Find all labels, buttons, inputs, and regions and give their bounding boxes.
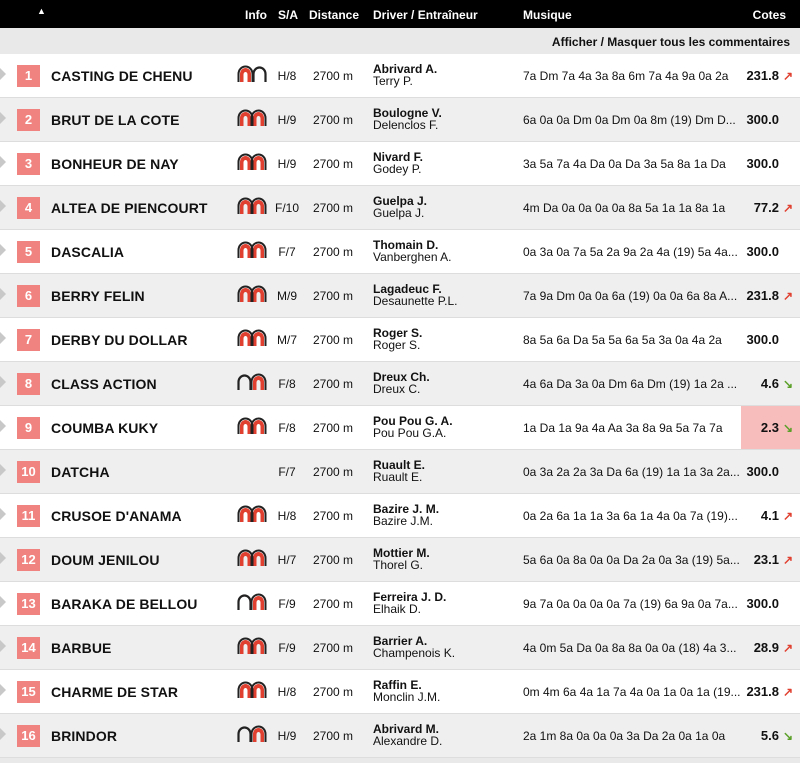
horseshoe-icon: [237, 329, 267, 349]
trainer-name[interactable]: Desaunette P.L.: [373, 294, 458, 308]
driver-name[interactable]: Lagadeuc F.: [373, 282, 442, 296]
horseshoe-icon: [237, 549, 267, 569]
runner-number: 12: [17, 549, 40, 571]
distance: 2700 m: [313, 509, 354, 523]
musique: 4m Da 0a 0a 0a 0a 8a 5a 1a 1a 8a 1a: [523, 201, 726, 215]
runner-row[interactable]: [0, 186, 800, 230]
driver-name[interactable]: Guelpa J.: [373, 194, 428, 208]
odds-value: 28.9: [753, 640, 779, 655]
horse-name[interactable]: BONHEUR DE NAY: [51, 156, 179, 172]
musique: 8a 5a 6a Da 5a 5a 6a 5a 3a 0a 4a 2a: [523, 333, 722, 347]
runner-row[interactable]: [0, 538, 800, 582]
driver-name[interactable]: Roger S.: [373, 326, 423, 340]
runner-row[interactable]: [0, 230, 800, 274]
trend-down-icon: ↘: [782, 729, 793, 743]
sex-age: F/9: [278, 641, 296, 655]
musique: 4a 0m 5a Da 0a 8a 8a 0a 0a (18) 4a 3...: [523, 641, 737, 655]
horse-name[interactable]: CLASS ACTION: [51, 376, 157, 392]
trainer-name[interactable]: Guelpa J.: [373, 206, 425, 220]
musique: 7a 9a Dm 0a 0a 6a (19) 0a 0a 6a 8a A...: [523, 289, 738, 303]
horseshoe-icon: [237, 725, 267, 745]
sex-age: M/9: [276, 289, 297, 303]
runner-row[interactable]: [0, 670, 800, 714]
odds-value: 300.0: [746, 596, 779, 611]
runner-row[interactable]: [0, 450, 800, 494]
odds-cell: [741, 626, 800, 669]
sex-age: H/8: [277, 69, 297, 83]
sex-age: H/9: [277, 157, 297, 171]
runner-row[interactable]: [0, 626, 800, 670]
distance: 2700 m: [313, 289, 354, 303]
distance: 2700 m: [313, 157, 354, 171]
expand-arrow-icon[interactable]: [0, 200, 6, 212]
header-cotes[interactable]: Cotes: [752, 8, 786, 22]
odds-value: 300.0: [746, 112, 779, 127]
musique: 4a 6a Da 3a 0a Dm 6a Dm (19) 1a 2a ...: [523, 377, 738, 391]
runner-number: 5: [17, 241, 40, 263]
odds-value: 231.8: [746, 288, 779, 303]
musique: 1a Da 1a 9a 4a Aa 3a 8a 9a 5a 7a 7a: [523, 421, 723, 435]
distance: 2700 m: [313, 69, 354, 83]
expand-arrow-icon[interactable]: [0, 464, 6, 476]
horse-name[interactable]: CRUSOE D'ANAMA: [51, 508, 182, 524]
trend-down-icon: ↘: [782, 377, 793, 391]
horse-name[interactable]: DERBY DU DOLLAR: [51, 332, 188, 348]
musique: 5a 6a 0a 8a 0a 0a Da 2a 0a 3a (19) 5a...: [523, 553, 740, 567]
runner-row[interactable]: [0, 362, 800, 406]
musique: 7a Dm 7a 4a 3a 8a 6m 7a 4a 9a 0a 2a: [523, 69, 729, 83]
odds-value: 4.6: [760, 376, 779, 391]
runner-number: 16: [17, 725, 40, 747]
horseshoe-icon: [237, 373, 267, 393]
runner-row[interactable]: [0, 582, 800, 626]
horse-name[interactable]: CHARME DE STAR: [51, 684, 179, 700]
trainer-name[interactable]: Alexandre D.: [373, 734, 443, 748]
odds-cell: [741, 494, 800, 537]
trainer-name[interactable]: Champenois K.: [373, 646, 456, 660]
distance: 2700 m: [313, 421, 354, 435]
expand-arrow-icon[interactable]: [0, 552, 6, 564]
musique: 0a 2a 6a 1a 1a 3a 6a 1a 4a 0a 7a (19)...: [523, 509, 738, 523]
odds-value: 2.3: [760, 420, 779, 435]
distance: 2700 m: [313, 597, 354, 611]
odds-value: 23.1: [753, 552, 779, 567]
horseshoe-icon: [237, 681, 267, 701]
driver-name[interactable]: Thomain D.: [373, 238, 439, 252]
musique: 2a 1m 8a 0a 0a 0a 3a Da 2a 0a 1a 0a: [523, 729, 726, 743]
runner-row[interactable]: [0, 318, 800, 362]
runner-number: 6: [17, 285, 40, 307]
trend-up-icon: ↗: [782, 641, 793, 655]
driver-name[interactable]: Boulogne V.: [373, 106, 442, 120]
runner-row[interactable]: [0, 98, 800, 142]
driver-name[interactable]: Ruault E.: [373, 458, 426, 472]
odds-cell: [741, 450, 800, 493]
horseshoe-icon: [237, 197, 267, 217]
runner-number: 7: [17, 329, 40, 351]
driver-name[interactable]: Dreux Ch.: [373, 370, 430, 384]
odds-value: 4.1: [760, 508, 779, 523]
sex-age: H/9: [277, 729, 297, 743]
musique: 0m 4m 6a 4a 1a 7a 4a 0a 1a 0a 1a (19...: [523, 685, 741, 699]
trend-up-icon: ↗: [782, 201, 793, 215]
runner-number: 13: [17, 593, 40, 615]
runner-row[interactable]: [0, 54, 800, 98]
expand-arrow-icon[interactable]: [0, 112, 6, 124]
musique: 3a 5a 7a 4a Da 0a Da 3a 5a 8a 1a Da: [523, 157, 726, 171]
trainer-name[interactable]: Godey P.: [373, 162, 422, 176]
odds-cell: [741, 186, 800, 229]
runner-number: 10: [17, 461, 40, 483]
expand-arrow-icon[interactable]: [0, 244, 6, 256]
sex-age: H/8: [277, 685, 297, 699]
driver-name[interactable]: Ferreira J. D.: [373, 590, 447, 604]
runner-number: 14: [17, 637, 40, 659]
odds-cell: [741, 318, 800, 361]
header-distance[interactable]: Distance: [309, 8, 360, 22]
expand-arrow-icon[interactable]: [0, 640, 6, 652]
musique: 0a 3a 2a 2a 3a Da 6a (19) 1a 1a 3a 2a...: [523, 465, 740, 479]
horse-name[interactable]: BERRY FELIN: [51, 288, 145, 304]
distance: 2700 m: [313, 641, 354, 655]
runner-number: 15: [17, 681, 40, 703]
horse-name[interactable]: DOUM JENILOU: [51, 552, 160, 568]
trainer-name[interactable]: Bazire J.M.: [373, 514, 434, 528]
odds-value: 300.0: [746, 244, 779, 259]
runner-row[interactable]: [0, 494, 800, 538]
horse-name[interactable]: BRUT DE LA COTE: [51, 112, 180, 128]
horse-name[interactable]: DATCHA: [51, 464, 110, 480]
trend-up-icon: ↗: [782, 509, 793, 523]
trend-up-icon: ↗: [782, 685, 793, 699]
runner-row[interactable]: [0, 274, 800, 318]
sex-age: F/7: [278, 245, 296, 259]
header-driver[interactable]: Driver / Entraîneur: [373, 8, 478, 22]
trainer-name[interactable]: Roger S.: [373, 338, 421, 352]
expand-arrow-icon[interactable]: [0, 288, 6, 300]
musique: 9a 7a 0a 0a 0a 0a 7a (19) 6a 9a 0a 7a...: [523, 597, 738, 611]
expand-arrow-icon[interactable]: [0, 728, 6, 740]
toggle-comments-link[interactable]: Afficher / Masquer tous les commentaires: [551, 35, 790, 49]
driver-name[interactable]: Nivard F.: [373, 150, 424, 164]
expand-arrow-icon[interactable]: [0, 684, 6, 696]
trend-up-icon: ↗: [782, 553, 793, 567]
runner-number: 1: [17, 65, 40, 87]
horse-name[interactable]: COUMBA KUKY: [51, 420, 159, 436]
odds-cell: [741, 582, 800, 625]
odds-value: 300.0: [746, 464, 779, 479]
odds-cell: [741, 670, 800, 713]
runner-number: 3: [17, 153, 40, 175]
runner-number: 2: [17, 109, 40, 131]
trainer-name[interactable]: Delenclos F.: [373, 118, 439, 132]
horse-name[interactable]: BRINDOR: [51, 728, 118, 744]
runner-number: 8: [17, 373, 40, 395]
trainer-name[interactable]: Terry P.: [373, 74, 413, 88]
runner-row[interactable]: [0, 714, 800, 758]
runners-list: [0, 54, 800, 758]
horseshoe-icon: [237, 505, 267, 525]
expand-arrow-icon[interactable]: [0, 376, 6, 388]
header-musique[interactable]: Musique: [523, 8, 572, 22]
driver-name[interactable]: Mottier M.: [373, 546, 430, 560]
runner-number: 4: [17, 197, 40, 219]
trainer-name[interactable]: Thorel G.: [373, 558, 424, 572]
runner-number: 11: [17, 505, 40, 527]
horseshoe-icon: [237, 417, 267, 437]
driver-name[interactable]: Raffin E.: [373, 678, 422, 692]
sex-age: H/8: [277, 509, 297, 523]
distance: 2700 m: [313, 729, 354, 743]
driver-name[interactable]: Bazire J. M.: [373, 502, 440, 516]
runner-number: 9: [17, 417, 40, 439]
odds-cell: [741, 406, 800, 449]
expand-arrow-icon[interactable]: [0, 332, 6, 344]
horse-name[interactable]: BARAKA DE BELLOU: [51, 596, 198, 612]
trainer-name[interactable]: Dreux C.: [373, 382, 421, 396]
sex-age: M/7: [276, 333, 297, 347]
odds-cell: [741, 230, 800, 273]
expand-arrow-icon[interactable]: [0, 156, 6, 168]
odds-cell: [741, 538, 800, 581]
runner-row[interactable]: [0, 406, 800, 450]
driver-name[interactable]: Pou Pou G. A.: [373, 414, 453, 428]
horse-name[interactable]: ALTEA DE PIENCOURT: [51, 200, 208, 216]
odds-cell: [741, 54, 800, 97]
distance: 2700 m: [313, 377, 354, 391]
odds-value: 231.8: [746, 68, 779, 83]
odds-cell: [741, 98, 800, 141]
expand-arrow-icon[interactable]: [0, 596, 6, 608]
horseshoe-icon: [237, 637, 267, 657]
distance: 2700 m: [313, 465, 354, 479]
odds-value: 231.8: [746, 684, 779, 699]
odds-cell: [741, 274, 800, 317]
odds-value: 300.0: [746, 332, 779, 347]
odds-cell: [741, 142, 800, 185]
trend-up-icon: ↗: [782, 69, 793, 83]
horseshoe-icon: [237, 65, 267, 85]
expand-arrow-icon[interactable]: [0, 68, 6, 80]
trend-up-icon: ↗: [782, 289, 793, 303]
comments-toggle-bar: [0, 28, 800, 54]
horse-name[interactable]: CASTING DE CHENU: [51, 68, 193, 84]
distance: 2700 m: [313, 685, 354, 699]
horseshoe-icon: [237, 593, 267, 613]
driver-name[interactable]: Barrier A.: [373, 634, 428, 648]
horseshoe-icon: [237, 153, 267, 173]
sex-age: F/7: [278, 465, 296, 479]
sex-age: F/8: [278, 421, 296, 435]
sex-age: H/9: [277, 113, 297, 127]
header-sa[interactable]: S/A: [278, 8, 299, 22]
table-header: [0, 0, 800, 28]
distance: 2700 m: [313, 113, 354, 127]
odds-value: 5.6: [760, 728, 779, 743]
trainer-name[interactable]: Pou Pou G.A.: [373, 426, 447, 440]
expand-arrow-icon[interactable]: [0, 420, 6, 432]
trainer-name[interactable]: Vanberghen A.: [373, 250, 452, 264]
horse-name[interactable]: DASCALIA: [51, 244, 125, 260]
distance: 2700 m: [313, 245, 354, 259]
musique: 6a 0a 0a Dm 0a Dm 0a 8m (19) Dm D...: [523, 113, 736, 127]
horseshoe-icon: [237, 109, 267, 129]
odds-cell: [741, 362, 800, 405]
horseshoe-icon: [237, 285, 267, 305]
trend-down-icon: ↘: [782, 421, 793, 435]
trainer-name[interactable]: Monclin J.M.: [373, 690, 441, 704]
driver-name[interactable]: Abrivard A.: [373, 62, 438, 76]
distance: 2700 m: [313, 201, 354, 215]
distance: 2700 m: [313, 553, 354, 567]
header-info[interactable]: Info: [245, 8, 267, 22]
horseshoe-icon: [237, 241, 267, 261]
sex-age: H/7: [277, 553, 297, 567]
odds-value: 77.2: [753, 200, 779, 215]
sort-arrow-icon[interactable]: ▲: [37, 6, 46, 16]
distance: 2700 m: [313, 333, 354, 347]
horse-name[interactable]: BARBUE: [51, 640, 112, 656]
sex-age: F/9: [278, 597, 296, 611]
odds-value: 300.0: [746, 156, 779, 171]
musique: 0a 3a 0a 7a 5a 2a 9a 2a 4a (19) 5a 4a...: [523, 245, 738, 259]
driver-name[interactable]: Abrivard M.: [373, 722, 440, 736]
sex-age: F/8: [278, 377, 296, 391]
expand-arrow-icon[interactable]: [0, 508, 6, 520]
trainer-name[interactable]: Elhaik D.: [373, 602, 422, 616]
odds-cell: [741, 714, 800, 757]
trainer-name[interactable]: Ruault E.: [373, 470, 423, 484]
sex-age: F/10: [274, 201, 299, 215]
runner-row[interactable]: [0, 142, 800, 186]
